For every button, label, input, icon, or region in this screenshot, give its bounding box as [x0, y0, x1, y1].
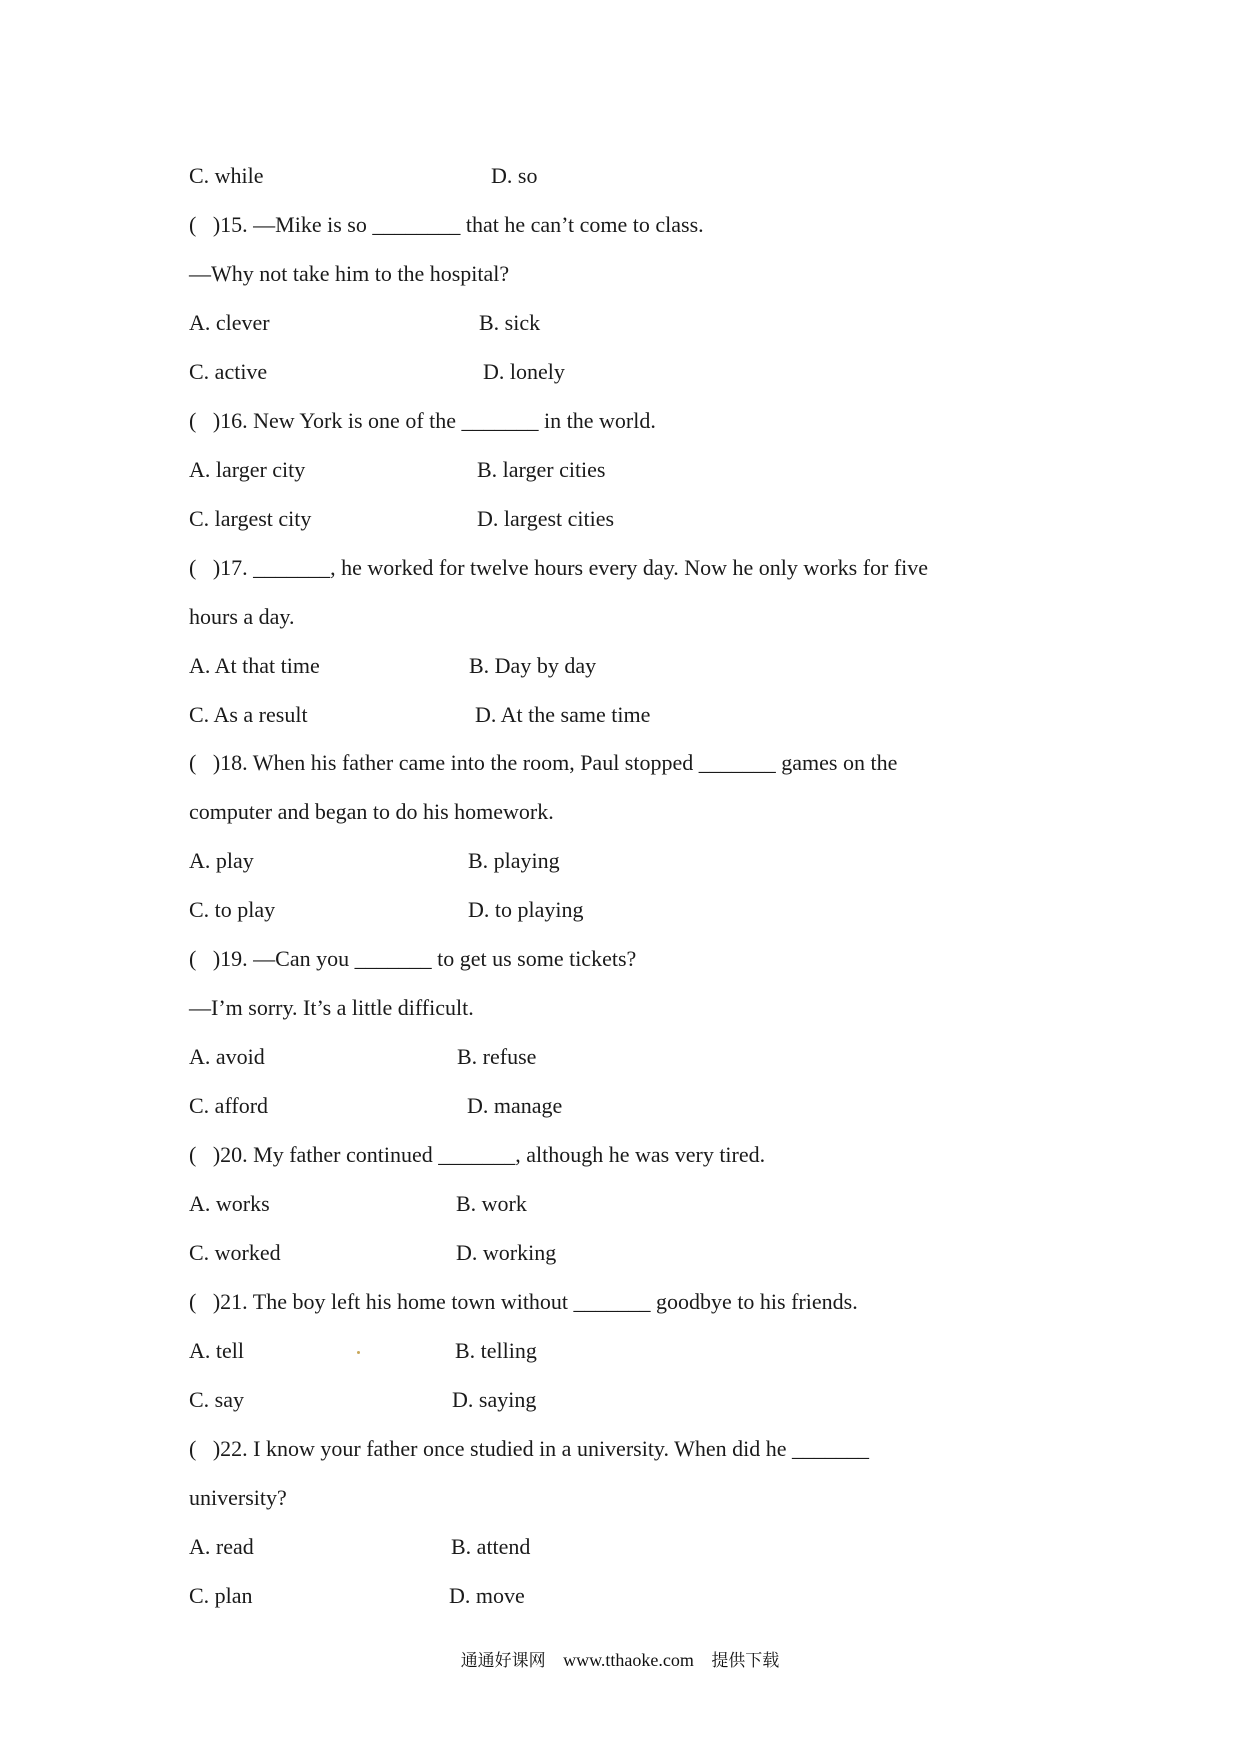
q17-stem-continued: hours a day. [189, 604, 295, 629]
q20-stem: ( )20. My father continued _______, although he was very tired. [189, 1142, 766, 1167]
q19-option-b: B. refuse [457, 1044, 537, 1069]
q17-option-d: D. At the same time [475, 702, 651, 727]
q16-stem: ( )16. New York is one of the _______ in the world. [189, 408, 656, 433]
q20-option-b: B. work [456, 1191, 527, 1216]
q17-stem: ( )17. _______, he worked for twelve hours every day. Now he only works for five [189, 555, 929, 580]
q15-option-c: C. active [189, 359, 268, 384]
q16-option-d: D. largest cities [477, 506, 615, 531]
q19-reply: —I’m sorry. It’s a little difficult. [189, 995, 474, 1020]
q19-option-a: A. avoid [189, 1044, 265, 1069]
q15-reply: —Why not take him to the hospital? [189, 261, 510, 286]
q15-stem: ( )15. —Mike is so ________ that he can’t come to class. [189, 212, 704, 237]
q17-option-c: C. As a result [189, 702, 308, 727]
q21-stem: ( )21. The boy left his home town without _______ goodbye to his friends. [189, 1289, 858, 1314]
footer-site-name: 通通好课网 [460, 1651, 546, 1671]
q15-option-d: D. lonely [483, 359, 565, 384]
q22-option-a: A. read [189, 1534, 254, 1559]
q18-option-b: B. playing [468, 848, 560, 873]
stray-dot [357, 1351, 360, 1354]
q22-stem-continued: university? [189, 1485, 287, 1510]
q19-stem: ( )19. —Can you _______ to get us some tickets? [189, 946, 637, 971]
q15-option-b: B. sick [479, 310, 541, 335]
q16-option-c: C. largest city [189, 506, 312, 531]
q20-option-a: A. works [189, 1191, 270, 1216]
q22-option-d: D. move [449, 1583, 525, 1608]
q17-option-a: A. At that time [189, 653, 320, 678]
q14-option-c: C. while [189, 163, 264, 188]
q22-stem: ( )22. I know your father once studied in a university. When did he _______ [189, 1436, 870, 1461]
q18-option-c: C. to play [189, 897, 276, 922]
q17-option-b: B. Day by day [469, 653, 597, 678]
q22-option-b: B. attend [451, 1534, 531, 1559]
q20-option-d: D. working [456, 1240, 557, 1265]
q14-option-d: D. so [491, 163, 538, 188]
q18-option-a: A. play [189, 848, 254, 873]
footer-url[interactable]: www.tthaoke.com [563, 1650, 694, 1670]
q16-option-b: B. larger cities [477, 457, 606, 482]
q15-option-a: A. clever [189, 310, 270, 335]
q18-stem: ( )18. When his father came into the room, Paul stopped _______ games on the [189, 750, 898, 775]
q19-option-c: C. afford [189, 1093, 269, 1118]
q21-option-a: A. tell [189, 1338, 244, 1363]
q18-option-d: D. to playing [468, 897, 584, 922]
page-footer [0, 1648, 1240, 1673]
q21-option-b: B. telling [455, 1338, 537, 1363]
q16-option-a: A. larger city [189, 457, 306, 482]
q18-stem-continued: computer and began to do his homework. [189, 799, 554, 824]
q22-option-c: C. plan [189, 1583, 253, 1608]
q21-option-c: C. say [189, 1387, 244, 1412]
footer-tagline: 提供下载 [711, 1651, 780, 1671]
q21-option-d: D. saying [452, 1387, 537, 1412]
q19-option-d: D. manage [467, 1093, 563, 1118]
q20-option-c: C. worked [189, 1240, 281, 1265]
